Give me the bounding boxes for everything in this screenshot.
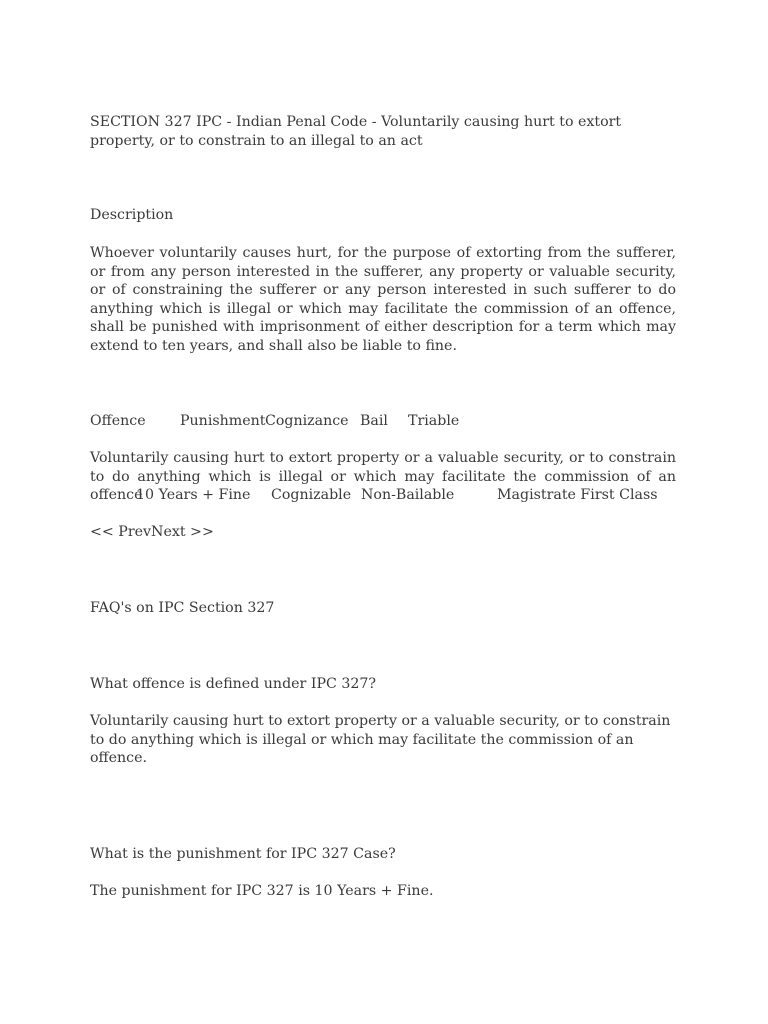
table-cell-offence: Voluntarily causing hurt to extort property or a valuable security, or to constrain to do anything which is illegal or which may facilitate the commission of an offence bbox=[90, 450, 676, 503]
header-cognizance: Cognizance bbox=[265, 413, 349, 429]
faq-answer: The punishment for IPC 327 is 10 Years + Fine. bbox=[90, 883, 434, 899]
page-title: SECTION 327 IPC - Indian Penal Code - Voluntarily causing hurt to extort property, or to constrain to an illegal to an act bbox=[90, 114, 622, 149]
header-punishment: Punishment bbox=[180, 413, 266, 429]
faq-heading: FAQ's on IPC Section 327 bbox=[90, 600, 275, 616]
next-link[interactable]: Next >> bbox=[151, 524, 214, 540]
header-triable: Triable bbox=[408, 413, 460, 429]
faq-question: What is the punishment for IPC 327 Case? bbox=[90, 846, 396, 862]
header-offence: Offence bbox=[90, 413, 146, 429]
table-cell-cognizance: Cognizable bbox=[271, 487, 352, 503]
description-body: Whoever voluntarily causes hurt, for the purpose of extorting from the sufferer, or from any person interested in the sufferer, any property or valuable security, or of constraining the sufferer or any person interested in such sufferer to do anything which is illegal or which may facilitate the commission of an offence, shall be punished with imprisonment of either description for a term which may extend to ten years, and shall also be liable to fine. bbox=[90, 245, 676, 354]
pagination-nav bbox=[90, 523, 676, 542]
faq-question: What offence is defined under IPC 327? bbox=[90, 676, 377, 692]
faq-answer: Voluntarily causing hurt to extort property or a valuable security, or to constrain to do anything which is illegal or which may facilitate the commission of an offence. bbox=[90, 713, 671, 766]
header-bail: Bail bbox=[360, 413, 388, 429]
prev-link[interactable]: << Prev bbox=[90, 524, 152, 540]
table-header-row bbox=[90, 412, 676, 431]
table-cell-bail: Non-Bailable bbox=[361, 487, 455, 503]
description-heading: Description bbox=[90, 207, 174, 223]
table-row-values bbox=[90, 486, 676, 505]
table-cell-triable: Magistrate First Class bbox=[497, 487, 658, 503]
table-cell-punishment: 10 Years + Fine bbox=[136, 487, 251, 503]
